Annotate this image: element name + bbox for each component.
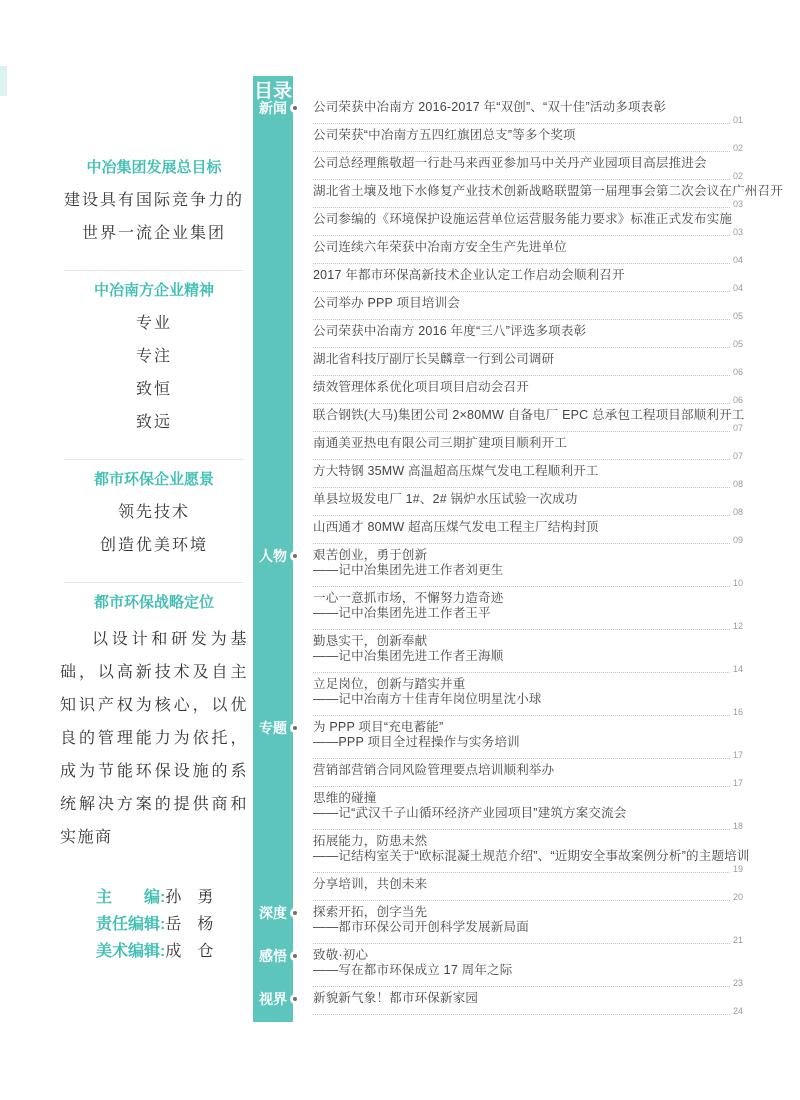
toc-entry-leader-row: [313, 115, 743, 126]
dotted-leader: [313, 263, 730, 264]
toc-entry-page-number: 09: [732, 535, 743, 545]
toc-entry-title: 探索开拓，创字当先: [313, 905, 428, 919]
toc-entry-page-number: 17: [732, 750, 743, 760]
toc-entry-page-number: 02: [732, 171, 743, 181]
toc-entry: [313, 212, 743, 238]
dotted-leader: [313, 431, 730, 432]
section-label: 人物: [259, 548, 287, 564]
dotted-leader: [313, 943, 730, 944]
editors-block: [60, 884, 248, 965]
toc-entry-page-number: 21: [732, 935, 743, 945]
toc-entry: [313, 324, 743, 350]
dotted-leader: [313, 543, 730, 544]
toc-entry: [313, 548, 743, 589]
sidebar-heading: 中冶南方企业精神: [93, 282, 214, 299]
toc-entry-subtitle: ——记中冶集团先进工作者刘更生: [313, 563, 504, 577]
toc-entry: [313, 791, 743, 832]
sidebar-heading: 都市环保企业愿景: [93, 471, 214, 488]
dotted-leader: [313, 715, 730, 716]
sidebar-text-line: 专注: [135, 348, 172, 365]
sidebar-heading: 中冶集团发展总目标: [86, 159, 222, 176]
toc-entry: [313, 268, 743, 294]
sidebar-heading: 都市环保战略定位: [93, 594, 214, 611]
editor-name: 孙 勇: [165, 889, 214, 906]
toc-entry-title: 新貌新气象！都市环保新家园: [313, 991, 479, 1005]
section-label: 感悟: [259, 948, 287, 964]
toc-entry-leader-row: [313, 864, 743, 875]
toc-entries: [313, 100, 783, 1019]
toc-entry-page-number: 01: [732, 115, 743, 125]
toc-entry: [313, 634, 743, 675]
dotted-leader: [313, 235, 730, 236]
toc-entry-leader-row: [313, 479, 743, 490]
section-bullet-icon: [290, 723, 300, 733]
toc-entry-title: 拓展能力，防患未然: [313, 834, 428, 848]
dotted-leader: [313, 487, 730, 488]
toc-entry-title: 思维的碰撞: [313, 791, 377, 805]
page-corner-tab: [0, 66, 7, 96]
toc-entry-title: 公司荣获中冶南方 2016-2017 年“双创”、“双十佳”活动多项表彰: [313, 100, 667, 114]
toc-entry-page-number: 05: [732, 339, 743, 349]
editor-role-label: 责任编辑:: [96, 916, 166, 933]
dotted-leader: [313, 403, 730, 404]
toc-entry-page-number: 18: [732, 821, 743, 831]
toc-entry-title: 单县垃圾发电厂 1#、2# 锅炉水压试验一次成功: [313, 492, 578, 506]
toc-entry: [313, 464, 743, 490]
toc-entry: [313, 380, 743, 406]
dotted-leader: [313, 872, 730, 873]
sidebar-divider: [64, 582, 244, 583]
toc-entry-title: 公司总经理熊敬超一行赴马来西亚参加马中关丹产业园项目高层推进会: [313, 156, 707, 170]
section-label: 专题: [259, 720, 287, 736]
toc-entry-leader-row: [313, 1006, 743, 1017]
toc-entry: [313, 720, 743, 761]
toc-entry-leader-row: [313, 171, 743, 182]
dotted-leader: [313, 207, 730, 208]
toc-entry-leader-row: [313, 367, 743, 378]
toc-entry-title: 艰苦创业，勇于创新: [313, 548, 428, 562]
toc-entry: [313, 128, 743, 154]
toc-entry: [313, 677, 743, 718]
toc-entry-subtitle: ——记中冶集团先进工作者王海顺: [313, 649, 504, 663]
toc-entry-page-number: 24: [732, 1006, 743, 1016]
toc-entry-title: 公司举办 PPP 项目培训会: [313, 296, 461, 310]
toc-entry: [313, 834, 750, 875]
sidebar-text-line: 致恒: [135, 381, 172, 398]
dotted-leader: [313, 786, 730, 787]
editor-row: [96, 911, 248, 938]
toc-entry-page-number: 05: [732, 311, 743, 321]
toc-entry-leader-row: [313, 339, 743, 350]
dotted-leader: [313, 347, 730, 348]
toc-entry-title: 公司参编的《环境保护设施运营单位运营服务能力要求》标准正式发布实施: [313, 212, 733, 226]
editor-role-label: 主 编:: [96, 889, 166, 906]
toc-entry: [313, 492, 743, 518]
toc-entry-leader-row: [313, 621, 743, 632]
toc-entry-page-number: 06: [732, 395, 743, 405]
toc-entry-title: 勤恳实干，创新奉献: [313, 634, 428, 648]
toc-entry-title: 公司连续六年荣获中冶南方安全生产先进单位: [313, 240, 568, 254]
dotted-leader: [313, 900, 730, 901]
toc-entry-title: 致敬·初心: [313, 948, 369, 962]
toc-entry-leader-row: [313, 199, 743, 210]
toc-entry-leader-row: [313, 978, 743, 989]
toc-entry: [313, 763, 743, 789]
dotted-leader: [313, 319, 730, 320]
toc-entry-page-number: 03: [732, 227, 743, 237]
toc-entry-title: 湖北省土壤及地下水修复产业技术创新战略联盟第一届理事会第二次会议在广州召开: [313, 184, 783, 198]
section-label: 视界: [259, 991, 287, 1007]
toc-entry-leader-row: [313, 750, 743, 761]
sidebar-divider: [64, 270, 244, 271]
dotted-leader: [313, 375, 730, 376]
sidebar-paragraph: 以设计和研发为基础，以高新技术及自主知识产权为核心，以优良的管理能力为依托，成为节能环保设施的系统解决方案的提供商和实施商: [60, 631, 248, 846]
toc-entry-leader-row: [313, 535, 743, 546]
dotted-leader: [313, 179, 730, 180]
toc-entry-subtitle: ——记中冶集团先进工作者王平: [313, 606, 491, 620]
toc-entry: [313, 905, 743, 946]
toc-entry-leader-row: [313, 143, 743, 154]
toc-entry-subtitle: ——PPP 项目全过程操作与实务培训: [313, 735, 520, 749]
toc-entry-page-number: 08: [732, 507, 743, 517]
editor-name: 成 仓: [165, 943, 214, 960]
toc-entry-leader-row: [313, 311, 743, 322]
dotted-leader: [313, 672, 730, 673]
toc-entry: [313, 100, 743, 126]
toc-entry-page-number: 04: [732, 255, 743, 265]
toc-entry-leader-row: [313, 395, 743, 406]
toc-entry-title: 立足岗位，创新与踏实并重: [313, 677, 466, 691]
toc-entry-subtitle: ——记中冶南方十佳青年岗位明星沈小球: [313, 692, 542, 706]
toc-entry-page-number: 07: [732, 423, 743, 433]
toc-entry-page-number: 12: [732, 621, 743, 631]
sidebar: [60, 148, 248, 965]
toc-entry: [313, 436, 743, 462]
toc-entry-leader-row: [313, 664, 743, 675]
toc-entry-page-number: 10: [732, 578, 743, 588]
toc-entry: [313, 296, 743, 322]
toc-entry-leader-row: [313, 507, 743, 518]
dotted-leader: [313, 151, 730, 152]
toc-entry: [313, 240, 743, 266]
toc-entry-page-number: 03: [732, 199, 743, 209]
toc-entry-page-number: 08: [732, 479, 743, 489]
toc-entry-title: 南通美亚热电有限公司三期扩建项目顺利开工: [313, 436, 568, 450]
toc-entry-leader-row: [313, 227, 743, 238]
toc-entry-leader-row: [313, 892, 743, 903]
section-bullet-icon: [290, 951, 300, 961]
section-bullet-icon: [290, 994, 300, 1004]
toc-entry-page-number: 20: [732, 892, 743, 902]
toc-entry-subtitle: ——写在都市环保成立 17 周年之际: [313, 963, 513, 977]
dotted-leader: [313, 123, 730, 124]
editor-row: [96, 884, 248, 911]
sidebar-text-line: 建设具有国际竞争力的: [63, 192, 244, 209]
toc-entry: [313, 352, 743, 378]
section-label: 深度: [259, 905, 287, 921]
toc-entry-page-number: 04: [732, 283, 743, 293]
toc-entry: [313, 408, 743, 434]
dotted-leader: [313, 629, 730, 630]
toc-entry-title: 公司荣获中冶南方 2016 年度“三八”评选多项表彰: [313, 324, 587, 338]
toc-entry-page-number: 07: [732, 451, 743, 461]
sidebar-text-line: 创造优美环境: [99, 537, 208, 554]
toc-entry-page-number: 02: [732, 143, 743, 153]
editor-row: [96, 938, 248, 965]
section-bullet-icon: [290, 908, 300, 918]
toc-entry-page-number: 06: [732, 367, 743, 377]
editor-role-label: 美术编辑:: [96, 943, 166, 960]
toc-entry: [313, 877, 743, 903]
dotted-leader: [313, 291, 730, 292]
toc-entry-subtitle: ——记结构室关于“欧标混凝土规范介绍”、“近期安全事故案例分析”的主题培训: [313, 849, 750, 863]
toc-entry: [313, 156, 743, 182]
toc-entry-title: 一心一意抓市场，不懈努力造奇迹: [313, 591, 504, 605]
toc-entry-leader-row: [313, 283, 743, 294]
toc-entry-leader-row: [313, 578, 743, 589]
toc-entry-page-number: 23: [732, 978, 743, 988]
toc-entry-leader-row: [313, 707, 743, 718]
toc-title: 目录: [253, 81, 292, 102]
dotted-leader: [313, 459, 730, 460]
toc-entry-leader-row: [313, 255, 743, 266]
toc-entry-title: 为 PPP 项目“充电蓄能”: [313, 720, 444, 734]
dotted-leader: [313, 586, 730, 587]
dotted-leader: [313, 758, 730, 759]
sidebar-divider: [64, 459, 244, 460]
toc-entry: [313, 591, 743, 632]
toc-entry-title: 分享培训，共创未来: [313, 877, 428, 891]
toc-entry-leader-row: [313, 821, 743, 832]
dotted-leader: [313, 986, 730, 987]
editor-name: 岳 杨: [165, 916, 214, 933]
toc-entry-page-number: 16: [732, 707, 743, 717]
toc-entry: [313, 184, 783, 210]
toc-entry-title: 山西通才 80MW 超高压煤气发电工程主厂结构封顶: [313, 520, 599, 534]
toc-entry-page-number: 14: [732, 664, 743, 674]
toc-entry-leader-row: [313, 935, 743, 946]
toc-entry-title: 湖北省科技厅副厅长吴麟章一行到公司调研: [313, 352, 555, 366]
sidebar-text-line: 世界一流企业集团: [81, 225, 226, 242]
dotted-leader: [313, 1014, 730, 1015]
toc-entry-leader-row: [313, 778, 743, 789]
toc-entry-leader-row: [313, 451, 743, 462]
toc-entry: [313, 520, 743, 546]
toc-entry-subtitle: ——都市环保公司开创科学发展新局面: [313, 920, 529, 934]
toc-entry: [313, 991, 743, 1017]
toc-entry-title: 绩效管理体系优化项目项目启动会召开: [313, 380, 529, 394]
dotted-leader: [313, 829, 730, 830]
sidebar-text-line: 领先技术: [117, 504, 190, 521]
section-bullet-icon: [290, 103, 300, 113]
toc-entry-subtitle: ——记“武汉千子山循环经济产业园项目”建筑方案交流会: [313, 806, 627, 820]
section-bullet-icon: [290, 551, 300, 561]
toc-entry-title: 2017 年都市环保高新技术企业认定工作启动会顺利召开: [313, 268, 625, 282]
toc-entry-leader-row: [313, 423, 743, 434]
toc-entry-page-number: 17: [732, 778, 743, 788]
toc-entry: [313, 948, 743, 989]
sidebar-text-line: 专业: [135, 315, 172, 332]
toc-entry-title: 公司荣获“中冶南方五四红旗团总支”等多个奖项: [313, 128, 576, 142]
toc-entry-title: 联合钢铁(大马)集团公司 2×80MW 自备电厂 EPC 总承包工程项目部顺利开工: [313, 408, 745, 422]
toc-entry-title: 营销部营销合同风险管理要点培训顺利举办: [313, 763, 555, 777]
toc-entry-title: 方大特钢 35MW 高温超高压煤气发电工程顺利开工: [313, 464, 599, 478]
toc-entry-page-number: 19: [732, 864, 743, 874]
sidebar-text-line: 致远: [135, 414, 172, 431]
dotted-leader: [313, 515, 730, 516]
section-label: 新闻: [259, 100, 287, 116]
